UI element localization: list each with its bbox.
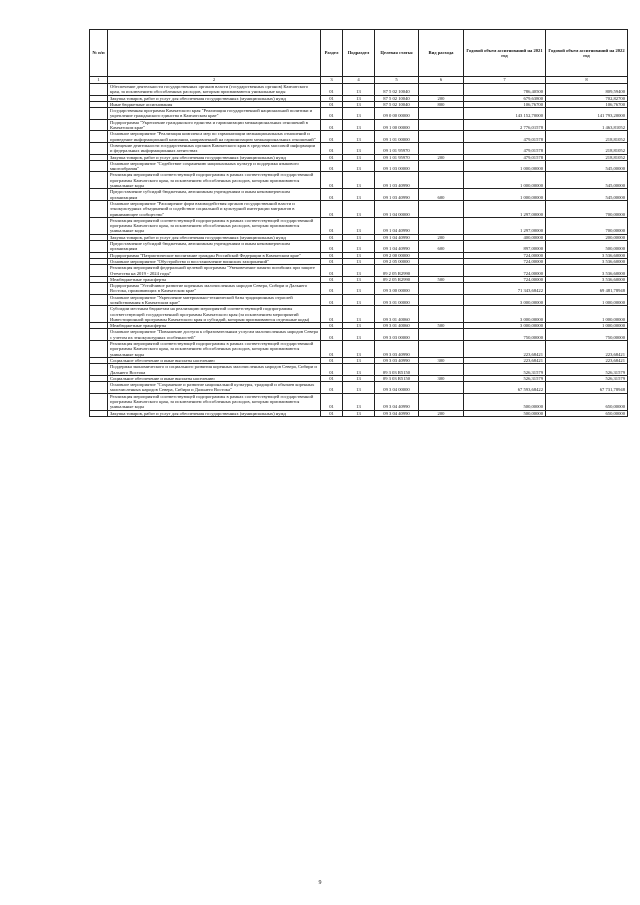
column-index: 1 xyxy=(90,77,108,84)
row-number-cell xyxy=(90,382,108,394)
row-section-cell: 01 xyxy=(321,294,343,306)
row-subsection-cell: 13 xyxy=(343,357,375,363)
row-subsection-cell: 13 xyxy=(343,341,375,358)
row-number-cell xyxy=(90,393,108,410)
row-section-cell: 01 xyxy=(321,306,343,323)
row-name-cell: Субсидии местным бюджетам на реализацию мероприятий соответствующей подпрограммы соответствующей государственной программы Камчатского края (за исключением мероприятий Инвестиционной программы Камчатского края и субсидий, которым присваиваются отдельные коды) xyxy=(108,306,321,323)
row-amount-2021-cell: 143 152,70000 xyxy=(464,108,546,120)
row-name-cell: Государственная программа Камчатского края "Реализация государственной национальной политики и укрепление гражданского единства в Камчатском крае" xyxy=(108,108,321,120)
table-row xyxy=(90,265,628,277)
row-target-item-cell: 09 1 04 00000 xyxy=(375,200,419,217)
row-name-cell: Предоставление субсидий бюджетным, автономным учреждениям и иным некоммерческим организациям xyxy=(108,189,321,201)
row-number-cell xyxy=(90,200,108,217)
row-name-cell: Основное мероприятие "Укрепление материально-технической базы традиционных отраслей хозяйствования в Камчатском крае" xyxy=(108,294,321,306)
row-target-item-cell: 09 0 00 00000 xyxy=(375,108,419,120)
row-amount-2022-cell: 750,00000 xyxy=(546,329,628,341)
row-target-item-cell: 87 5 02 10040 xyxy=(375,101,419,107)
row-amount-2022-cell: 700,00000 xyxy=(546,217,628,234)
row-amount-2021-cell: 3 000,00000 xyxy=(464,306,546,323)
row-subsection-cell: 13 xyxy=(343,131,375,143)
row-section-cell: 01 xyxy=(321,393,343,410)
row-name-cell: Иные бюджетные ассигнования xyxy=(108,101,321,107)
row-name-cell: Подпрограмма "Укрепление гражданского единства и гармонизации межнациональных отношений в Камчатском крае" xyxy=(108,119,321,131)
header-amount-2021: Годовой объем ассигнований на 2021 год xyxy=(464,30,546,77)
row-name-cell: Закупка товаров, работ и услуг для обеспечения государственных (муниципальных) нужд xyxy=(108,154,321,160)
row-amount-2022-cell: 545,00000 xyxy=(546,189,628,201)
row-section-cell: 01 xyxy=(321,234,343,240)
row-amount-2021-cell: 526,31579 xyxy=(464,364,546,376)
column-index: 4 xyxy=(343,77,375,84)
row-section-cell: 01 xyxy=(321,375,343,381)
row-amount-2022-cell: 545,00000 xyxy=(546,172,628,189)
row-section-cell: 01 xyxy=(321,131,343,143)
row-subsection-cell: 13 xyxy=(343,108,375,120)
row-section-cell: 01 xyxy=(321,265,343,277)
row-number-cell xyxy=(90,131,108,143)
header-number: № п/п xyxy=(90,30,108,77)
table-body xyxy=(90,84,628,417)
row-expense-type-cell: 300 xyxy=(419,357,464,363)
row-name-cell: Социальное обеспечение и иные выплаты населению xyxy=(108,375,321,381)
row-section-cell: 01 xyxy=(321,276,343,282)
row-section-cell: 01 xyxy=(321,258,343,264)
row-subsection-cell: 13 xyxy=(343,382,375,394)
table-row xyxy=(90,294,628,306)
row-subsection-cell: 13 xyxy=(343,154,375,160)
row-expense-type-cell xyxy=(419,382,464,394)
row-name-cell: Межбюджетные трансферты xyxy=(108,276,321,282)
row-subsection-cell: 13 xyxy=(343,84,375,96)
table-row xyxy=(90,306,628,323)
row-amount-2022-cell: 3 536,60000 xyxy=(546,258,628,264)
row-target-item-cell: 09 2 05 00000 xyxy=(375,258,419,264)
row-target-item-cell: 09 3 03 00000 xyxy=(375,329,419,341)
page-number: 9 xyxy=(318,880,322,886)
row-expense-type-cell xyxy=(419,142,464,154)
table-row xyxy=(90,410,628,416)
row-expense-type-cell xyxy=(419,108,464,120)
row-name-cell: Освещение деятельности государственных органов Камчатского края в средствах массовой информации и федеральных информационных агентствах xyxy=(108,142,321,154)
row-expense-type-cell: 600 xyxy=(419,241,464,253)
row-expense-type-cell: 600 xyxy=(419,189,464,201)
row-section-cell: 01 xyxy=(321,323,343,329)
row-name-cell: Закупка товаров, работ и услуг для обеспечения государственных (муниципальных) нужд xyxy=(108,410,321,416)
row-expense-type-cell xyxy=(419,217,464,234)
row-target-item-cell: 09 3 03 40990 xyxy=(375,341,419,358)
row-amount-2022-cell: 650,00000 xyxy=(546,393,628,410)
row-number-cell xyxy=(90,294,108,306)
row-number-cell xyxy=(90,142,108,154)
row-subsection-cell: 13 xyxy=(343,101,375,107)
row-number-cell xyxy=(90,160,108,172)
row-subsection-cell: 13 xyxy=(343,329,375,341)
row-subsection-cell: 13 xyxy=(343,160,375,172)
row-section-cell: 01 xyxy=(321,160,343,172)
row-amount-2021-cell: 106,76700 xyxy=(464,101,546,107)
row-section-cell: 01 xyxy=(321,101,343,107)
row-target-item-cell: 09 3 04 40990 xyxy=(375,393,419,410)
row-number-cell xyxy=(90,341,108,358)
row-name-cell: Социальное обеспечение и иные выплаты населению xyxy=(108,357,321,363)
row-number-cell xyxy=(90,329,108,341)
budget-table xyxy=(89,29,628,417)
row-amount-2022-cell: 3 536,60000 xyxy=(546,252,628,258)
row-target-item-cell: 87 5 02 10040 xyxy=(375,84,419,96)
header-amount-2022: Годовой объем ассигнований на 2022 год xyxy=(546,30,628,77)
row-name-cell: Подпрограмма "Патриотическое воспитание граждан Российской Федерации в Камчатском крае" xyxy=(108,252,321,258)
column-index: 5 xyxy=(375,77,419,84)
row-amount-2022-cell: 1 000,00000 xyxy=(546,306,628,323)
row-section-cell: 01 xyxy=(321,364,343,376)
row-subsection-cell: 13 xyxy=(343,294,375,306)
row-amount-2021-cell: 1 000,00000 xyxy=(464,160,546,172)
row-target-item-cell: 87 5 02 10040 xyxy=(375,95,419,101)
table-row xyxy=(90,329,628,341)
row-target-item-cell: 09 1 03 40990 xyxy=(375,172,419,189)
header-section: Раздел xyxy=(321,30,343,77)
row-amount-2021-cell: 1 297,00000 xyxy=(464,200,546,217)
row-amount-2022-cell: 106,76700 xyxy=(546,101,628,107)
row-target-item-cell: 09 1 03 40990 xyxy=(375,189,419,201)
row-target-item-cell: 09 1 04 40990 xyxy=(375,241,419,253)
row-amount-2021-cell: 3 000,00000 xyxy=(464,294,546,306)
row-amount-2022-cell: 702,82700 xyxy=(546,95,628,101)
row-number-cell xyxy=(90,410,108,416)
table-row xyxy=(90,200,628,217)
row-amount-2022-cell: 526,31579 xyxy=(546,375,628,381)
row-expense-type-cell xyxy=(419,283,464,295)
row-amount-2021-cell: 526,31579 xyxy=(464,375,546,381)
row-section-cell: 01 xyxy=(321,382,343,394)
row-number-cell xyxy=(90,306,108,323)
row-number-cell xyxy=(90,241,108,253)
row-name-cell: Основное мероприятие "Расширение форм взаимодействия органов государственной власти и этнокультурных объединений и содействие социальной и культурной интеграции мигрантов в принимающее сообщество" xyxy=(108,200,321,217)
table-row xyxy=(90,172,628,189)
row-subsection-cell: 13 xyxy=(343,323,375,329)
row-target-item-cell: 09 1 01 95970 xyxy=(375,142,419,154)
row-number-cell xyxy=(90,108,108,120)
row-amount-2022-cell: 69 481,78948 xyxy=(546,283,628,295)
row-subsection-cell: 13 xyxy=(343,265,375,277)
table-row xyxy=(90,189,628,201)
row-subsection-cell: 13 xyxy=(343,276,375,282)
row-subsection-cell: 13 xyxy=(343,410,375,416)
row-expense-type-cell xyxy=(419,306,464,323)
row-amount-2021-cell: 223,68421 xyxy=(464,341,546,358)
row-section-cell: 01 xyxy=(321,142,343,154)
table-row xyxy=(90,142,628,154)
row-amount-2021-cell: 500,00000 xyxy=(464,410,546,416)
row-expense-type-cell xyxy=(419,131,464,143)
row-amount-2021-cell: 1 000,00000 xyxy=(464,172,546,189)
table-row xyxy=(90,393,628,410)
row-name-cell: Предоставление субсидий бюджетным, автономным учреждениям и иным некоммерческим организациям xyxy=(108,241,321,253)
row-target-item-cell: 09 1 04 40990 xyxy=(375,217,419,234)
row-name-cell: Реализация мероприятий соответствующей подпрограммы в рамках соответствующей государственной программы Камчатского края, за исключением обособленных расходов, которым присваиваются уникальные коды xyxy=(108,341,321,358)
row-name-cell: Основное мероприятие "Обустройство и восстановление воинских захоронений" xyxy=(108,258,321,264)
row-amount-2021-cell: 724,00000 xyxy=(464,265,546,277)
row-target-item-cell: 09 3 01 40060 xyxy=(375,306,419,323)
row-name-cell: Межбюджетные трансферты xyxy=(108,323,321,329)
row-target-item-cell: 09 2 05 R2990 xyxy=(375,265,419,277)
row-amount-2021-cell: 67 593,68422 xyxy=(464,382,546,394)
row-section-cell: 01 xyxy=(321,154,343,160)
row-amount-2022-cell: 545,00000 xyxy=(546,160,628,172)
row-subsection-cell: 13 xyxy=(343,142,375,154)
row-target-item-cell: 09 3 01 40060 xyxy=(375,323,419,329)
row-subsection-cell: 13 xyxy=(343,234,375,240)
row-subsection-cell: 13 xyxy=(343,306,375,323)
row-amount-2021-cell: 724,00000 xyxy=(464,252,546,258)
column-index: 6 xyxy=(419,77,464,84)
row-amount-2022-cell: 218,81052 xyxy=(546,131,628,143)
row-section-cell: 01 xyxy=(321,357,343,363)
row-amount-2021-cell: 679,63800 xyxy=(464,95,546,101)
row-amount-2022-cell: 526,31579 xyxy=(546,364,628,376)
row-name-cell: Основное мероприятие "Содействие сохранению национальных культур и поддержка языкового многообразия" xyxy=(108,160,321,172)
row-expense-type-cell: 800 xyxy=(419,101,464,107)
row-target-item-cell: 09 1 04 40990 xyxy=(375,234,419,240)
row-number-cell xyxy=(90,265,108,277)
row-section-cell: 01 xyxy=(321,252,343,258)
table-row xyxy=(90,341,628,358)
row-amount-2021-cell: 1 297,00000 xyxy=(464,217,546,234)
row-section-cell: 01 xyxy=(321,217,343,234)
row-expense-type-cell xyxy=(419,200,464,217)
row-subsection-cell: 13 xyxy=(343,241,375,253)
row-amount-2021-cell: 500,00000 xyxy=(464,393,546,410)
row-expense-type-cell: 500 xyxy=(419,276,464,282)
table-row xyxy=(90,108,628,120)
row-expense-type-cell xyxy=(419,172,464,189)
row-expense-type-cell xyxy=(419,294,464,306)
row-name-cell: Реализация мероприятий федеральной целевой программы "Увековечение памяти погибших при защите Отечества на 2019 - 2024 годы" xyxy=(108,265,321,277)
row-target-item-cell: 09 3 03 R5150 xyxy=(375,364,419,376)
row-expense-type-cell: 500 xyxy=(419,323,464,329)
row-target-item-cell: 09 1 00 00000 xyxy=(375,119,419,131)
row-section-cell: 01 xyxy=(321,241,343,253)
row-amount-2022-cell: 809,59400 xyxy=(546,84,628,96)
row-name-cell: Основное мероприятие "Сохранение и развитие национальной культуры, традиций и обычаев коренных малочисленных народов Севера, Сибири и Дальнего Востока" xyxy=(108,382,321,394)
row-section-cell: 01 xyxy=(321,108,343,120)
row-amount-2022-cell: 141 793,20000 xyxy=(546,108,628,120)
row-subsection-cell: 13 xyxy=(343,200,375,217)
row-subsection-cell: 13 xyxy=(343,258,375,264)
row-subsection-cell: 13 xyxy=(343,393,375,410)
row-expense-type-cell xyxy=(419,393,464,410)
header-expense-type: Вид расхода xyxy=(419,30,464,77)
row-subsection-cell: 13 xyxy=(343,375,375,381)
table-row xyxy=(90,382,628,394)
row-name-cell: Основное мероприятие "Реализация комплекса мер по гармонизации межнациональных отношений и проведение информационной кампании, направленной на гармонизацию межнациональных отношений" xyxy=(108,131,321,143)
row-amount-2022-cell: 218,81052 xyxy=(546,142,628,154)
table-row xyxy=(90,283,628,295)
header-subsection: Подраздел xyxy=(343,30,375,77)
row-subsection-cell: 13 xyxy=(343,95,375,101)
row-amount-2022-cell: 1 463,81052 xyxy=(546,119,628,131)
row-amount-2022-cell: 500,00000 xyxy=(546,241,628,253)
row-target-item-cell: 09 3 04 40990 xyxy=(375,410,419,416)
row-subsection-cell: 13 xyxy=(343,364,375,376)
row-section-cell: 01 xyxy=(321,283,343,295)
budget-table-sheet xyxy=(89,29,627,417)
row-amount-2021-cell: 724,00000 xyxy=(464,276,546,282)
row-amount-2022-cell: 67 731,78948 xyxy=(546,382,628,394)
row-target-item-cell: 09 1 01 00000 xyxy=(375,131,419,143)
row-name-cell: Поддержка экономического и социального развития коренных малочисленных народов Севера, Сибири и Дальнего Востока xyxy=(108,364,321,376)
row-expense-type-cell xyxy=(419,341,464,358)
row-amount-2022-cell: 218,81052 xyxy=(546,154,628,160)
column-index: 3 xyxy=(321,77,343,84)
column-index-row xyxy=(90,77,628,84)
row-subsection-cell: 13 xyxy=(343,217,375,234)
header-target-item: Целевая статья xyxy=(375,30,419,77)
row-number-cell xyxy=(90,84,108,96)
row-section-cell: 01 xyxy=(321,84,343,96)
row-amount-2021-cell: 71 343,68422 xyxy=(464,283,546,295)
row-name-cell: Реализация мероприятий соответствующей подпрограммы в рамках соответствующей государственной программы Камчатского края, за исключением обособленных расходов, которым присваиваются уникальные коды xyxy=(108,393,321,410)
table-row xyxy=(90,119,628,131)
row-expense-type-cell xyxy=(419,364,464,376)
row-amount-2021-cell: 479,01578 xyxy=(464,131,546,143)
row-amount-2021-cell: 223,68421 xyxy=(464,357,546,363)
row-amount-2021-cell: 724,00000 xyxy=(464,258,546,264)
row-name-cell: Реализация мероприятий соответствующей подпрограммы в рамках соответствующей государственной программы Камчатского края, за исключением обособленных расходов, которым присваиваются уникальные коды xyxy=(108,217,321,234)
row-subsection-cell: 13 xyxy=(343,252,375,258)
row-amount-2022-cell: 1 000,00000 xyxy=(546,323,628,329)
table-row xyxy=(90,217,628,234)
row-section-cell: 01 xyxy=(321,95,343,101)
table-row xyxy=(90,84,628,96)
row-target-item-cell: 09 3 00 00000 xyxy=(375,283,419,295)
row-amount-2021-cell: 400,00000 xyxy=(464,234,546,240)
row-amount-2022-cell: 223,68421 xyxy=(546,357,628,363)
row-subsection-cell: 13 xyxy=(343,189,375,201)
row-amount-2022-cell: 200,00000 xyxy=(546,234,628,240)
row-expense-type-cell: 200 xyxy=(419,95,464,101)
row-section-cell: 01 xyxy=(321,189,343,201)
row-expense-type-cell xyxy=(419,265,464,277)
row-expense-type-cell xyxy=(419,119,464,131)
row-section-cell: 01 xyxy=(321,410,343,416)
header-name xyxy=(108,30,321,77)
row-target-item-cell: 09 1 01 95970 xyxy=(375,154,419,160)
row-number-cell xyxy=(90,119,108,131)
row-amount-2021-cell: 3 000,00000 xyxy=(464,323,546,329)
row-section-cell: 01 xyxy=(321,341,343,358)
row-amount-2021-cell: 1 000,00000 xyxy=(464,189,546,201)
row-section-cell: 01 xyxy=(321,200,343,217)
row-expense-type-cell: 300 xyxy=(419,375,464,381)
row-amount-2021-cell: 786,40500 xyxy=(464,84,546,96)
row-amount-2022-cell: 3 536,60000 xyxy=(546,265,628,277)
row-number-cell xyxy=(90,364,108,376)
row-section-cell: 01 xyxy=(321,172,343,189)
row-amount-2022-cell: 700,00000 xyxy=(546,200,628,217)
row-amount-2022-cell: 223,68421 xyxy=(546,341,628,358)
column-index: 2 xyxy=(108,77,321,84)
table-row xyxy=(90,364,628,376)
row-expense-type-cell: 200 xyxy=(419,410,464,416)
row-expense-type-cell: 200 xyxy=(419,234,464,240)
table-row xyxy=(90,241,628,253)
row-amount-2022-cell: 650,00000 xyxy=(546,410,628,416)
row-expense-type-cell xyxy=(419,329,464,341)
row-name-cell: Обеспечение деятельности государственных органов власти (государственных органов) Камчатского края, за исключением обособленных расходов, которым присваиваются уникальные коды xyxy=(108,84,321,96)
header-row xyxy=(90,30,628,77)
row-expense-type-cell xyxy=(419,84,464,96)
row-target-item-cell: 09 3 03 R5150 xyxy=(375,375,419,381)
row-amount-2022-cell: 1 000,00000 xyxy=(546,294,628,306)
row-subsection-cell: 13 xyxy=(343,119,375,131)
row-subsection-cell: 13 xyxy=(343,283,375,295)
row-target-item-cell: 09 3 01 00000 xyxy=(375,294,419,306)
row-section-cell: 01 xyxy=(321,329,343,341)
row-target-item-cell: 09 3 04 00000 xyxy=(375,382,419,394)
row-expense-type-cell xyxy=(419,160,464,172)
row-target-item-cell: 09 1 03 00000 xyxy=(375,160,419,172)
row-amount-2022-cell: 3 536,60000 xyxy=(546,276,628,282)
column-index: 7 xyxy=(464,77,546,84)
row-amount-2021-cell: 2 776,01578 xyxy=(464,119,546,131)
row-amount-2021-cell: 479,01578 xyxy=(464,154,546,160)
table-row xyxy=(90,131,628,143)
row-name-cell: Подпрограмма "Устойчивое развитие коренных малочисленных народов Севера, Сибири и Дальнего Востока, проживающих в Камчатском крае" xyxy=(108,283,321,295)
row-target-item-cell: 09 2 05 R2990 xyxy=(375,276,419,282)
row-section-cell: 01 xyxy=(321,119,343,131)
row-name-cell: Основное мероприятие "Повышение доступа к образовательным услугам малочисленных народов Севера с учетом их этнокультурных особенностей" xyxy=(108,329,321,341)
row-number-cell xyxy=(90,189,108,201)
row-number-cell xyxy=(90,217,108,234)
row-number-cell xyxy=(90,172,108,189)
table-row xyxy=(90,160,628,172)
row-subsection-cell: 13 xyxy=(343,172,375,189)
column-index: 8 xyxy=(546,77,628,84)
row-name-cell: Реализация мероприятий соответствующей подпрограммы в рамках соответствующей государственной программы Камчатского края, за исключением обособленных расходов, которым присваиваются уникальные коды xyxy=(108,172,321,189)
row-name-cell: Закупка товаров, работ и услуг для обеспечения государственных (муниципальных) нужд xyxy=(108,95,321,101)
row-target-item-cell: 09 3 03 40990 xyxy=(375,357,419,363)
row-target-item-cell: 09 2 00 00000 xyxy=(375,252,419,258)
row-expense-type-cell: 200 xyxy=(419,154,464,160)
row-amount-2021-cell: 479,01578 xyxy=(464,142,546,154)
row-number-cell xyxy=(90,283,108,295)
row-amount-2021-cell: 897,00000 xyxy=(464,241,546,253)
row-amount-2021-cell: 750,00000 xyxy=(464,329,546,341)
row-name-cell: Закупка товаров, работ и услуг для обеспечения государственных (муниципальных) нужд xyxy=(108,234,321,240)
